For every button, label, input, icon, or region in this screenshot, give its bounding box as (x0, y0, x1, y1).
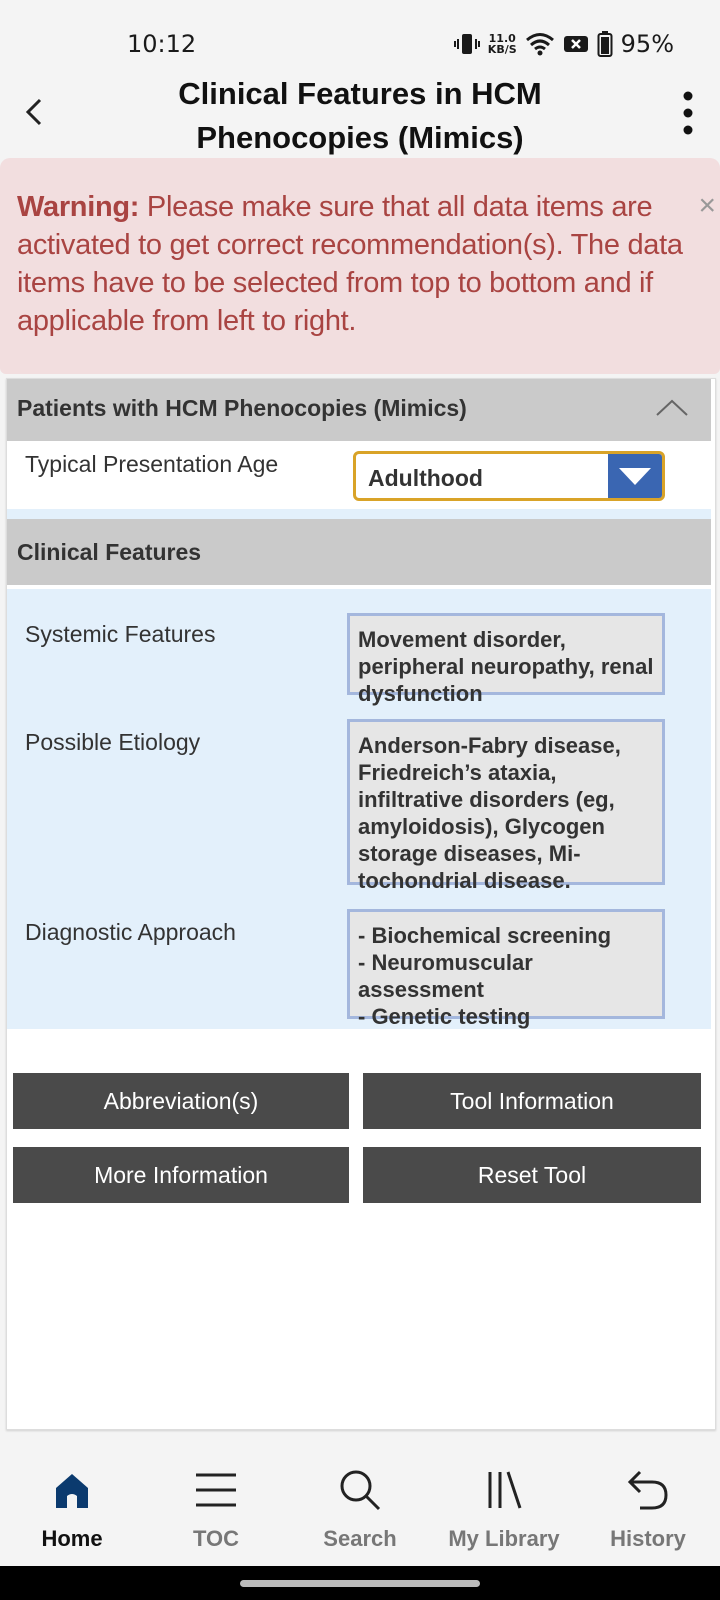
warning-alert (0, 158, 720, 374)
nav-history-label: History (610, 1526, 686, 1551)
age-label: Typical Presentation Age (25, 451, 279, 477)
history-icon (626, 1468, 670, 1512)
battery-icon (597, 31, 613, 57)
tool-panel (6, 378, 716, 1430)
nav-my-library[interactable] (432, 1454, 576, 1566)
nav-search[interactable] (288, 1454, 432, 1566)
nav-toc[interactable] (144, 1454, 288, 1566)
nav-toc-label: TOC (192, 1526, 240, 1551)
network-speed (488, 33, 517, 55)
net-speed-unit: KB/S (487, 43, 517, 56)
home-icon (50, 1468, 94, 1512)
diagnostic-approach-value: - Biochemical screening - Neuromuscular assessment - Genetic testing (347, 909, 665, 1019)
separator (7, 509, 711, 519)
wifi-icon (525, 32, 555, 56)
page-title: Clinical Features in HCM Phenocopies (Mimics) (178, 76, 542, 155)
age-select-value: Adulthood (368, 465, 483, 491)
systemic-features-value: Movement disorder, peripheral neuropathy, renal dysfunction (347, 613, 665, 695)
net-speed-value: 11.0 (488, 32, 516, 45)
warning-text (17, 188, 707, 340)
status-icons (454, 30, 674, 58)
tool-information-button[interactable]: Tool Information (363, 1073, 701, 1129)
clinical-features-panel (7, 589, 711, 1029)
possible-etiology-label: Possible Etiology (25, 729, 201, 755)
more-information-button[interactable]: More Information (13, 1147, 349, 1203)
library-icon (482, 1468, 526, 1512)
no-signal-icon (563, 33, 589, 55)
vibrate-icon (454, 31, 480, 57)
gesture-handle[interactable] (240, 1580, 480, 1587)
reset-tool-button[interactable]: Reset Tool (363, 1147, 701, 1203)
chevron-down-icon (608, 454, 662, 498)
nav-search-label: Search (323, 1526, 397, 1551)
diagnostic-approach-label: Diagnostic Approach (25, 919, 236, 945)
section-header-patients[interactable] (7, 379, 711, 441)
nav-home-label: Home (41, 1526, 103, 1551)
gesture-area (0, 1566, 720, 1600)
menu-icon (194, 1468, 238, 1512)
systemic-features-label: Systemic Features (25, 621, 216, 647)
warning-message: Please make sure that all data items are activated to get correct recommendation(s). The data items have to be selected from top to bottom and if applicable from left to right. (17, 191, 683, 337)
section-title-clinical: Clinical Features (17, 539, 202, 565)
section-header-clinical (7, 519, 711, 585)
search-icon (338, 1468, 382, 1512)
age-select[interactable] (353, 451, 665, 501)
bottom-nav (0, 1454, 720, 1566)
nav-history[interactable] (576, 1454, 720, 1566)
nav-my-library-label: My Library (448, 1526, 560, 1551)
close-icon[interactable]: × (698, 189, 716, 222)
status-time: 10:12 (127, 30, 197, 58)
more-options-icon[interactable] (678, 90, 698, 136)
nav-home[interactable] (0, 1454, 144, 1566)
battery-percent: 95% (620, 30, 674, 58)
chevron-up-icon[interactable] (655, 399, 689, 417)
section-title-patients: Patients with HCM Phenocopies (Mimics) (17, 395, 467, 421)
select-dropdown-button[interactable] (608, 454, 662, 498)
warning-label: Warning: (17, 191, 140, 223)
app-bar (0, 70, 720, 160)
abbreviations-button[interactable]: Abbreviation(s) (13, 1073, 349, 1129)
possible-etiology-value: Anderson-Fabry disease, Friedreich’s ataxia, infiltrative disorders (eg, amyloidosis), Glycogen storage diseases, Mi-tochondrial disease. (347, 719, 665, 885)
back-arrow-icon[interactable] (14, 92, 54, 132)
